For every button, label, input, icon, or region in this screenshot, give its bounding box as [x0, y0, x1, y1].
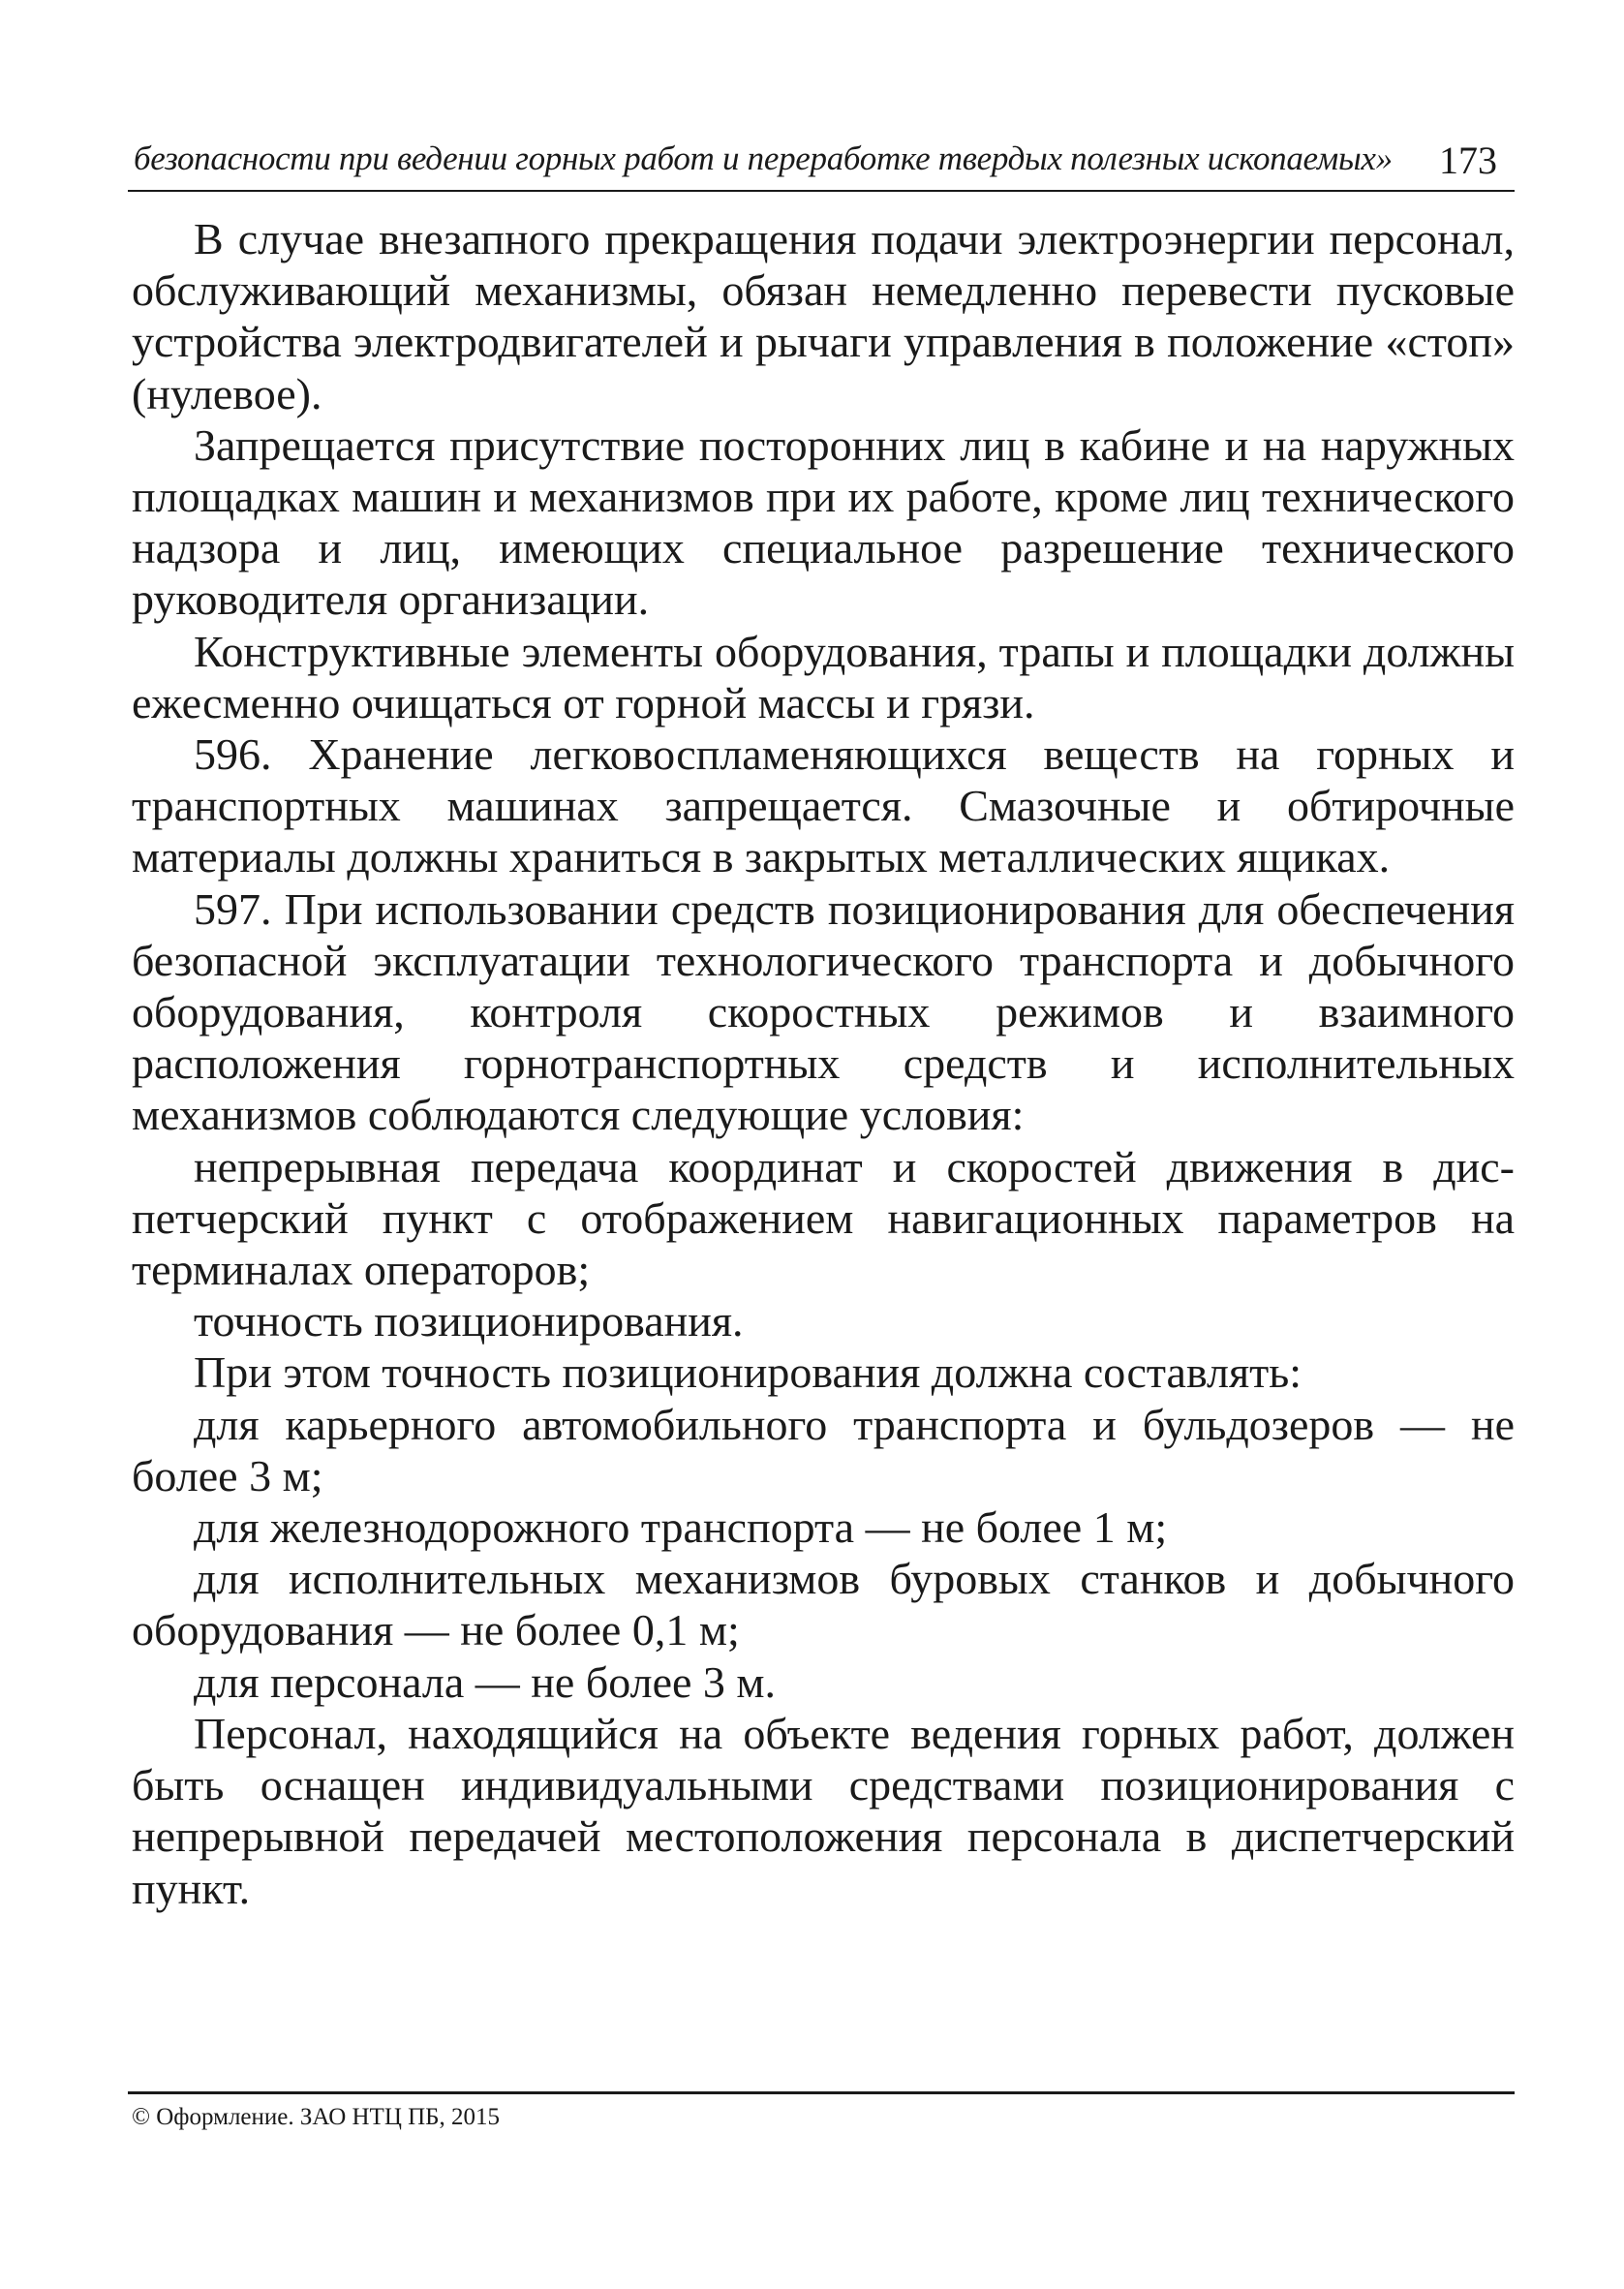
paragraph-power-outage: В случае внезапного прекращения подачи электроэнергии персонал, обслуживающий механизмы, обязан немедленно перевести пусковые устройства электродвигателей и рычаги управления в положение «стоп» (нулевое). [132, 214, 1515, 418]
page-number: 173 [1439, 139, 1497, 182]
paragraph-unauthorized-persons: Запрещается присутствие посторонних лиц в кабине и на наружных площадках машин и механизмов при их работе, кроме лиц технического надзора и лиц, имеющих специальное разрешение технического руководителя организации. [132, 419, 1515, 625]
accuracy-item-trucks: для карьерного автомобильного транспорта и бульдозеров — не более 3 м; [132, 1399, 1515, 1500]
paragraph-597: 597. При использовании средств позиционирования для обеспечения безопасной эксплуатации технологического транспорта и добычного оборудования, контроля скоростных режимов и взаимного расположения горнотранспортных средств и исполнительных механизмов соблюдаются следующие условия: [132, 883, 1515, 1140]
accuracy-item-railway: для железнодорожного транспорта — не более 1 м; [194, 1502, 1168, 1553]
condition-continuous-transmission: непрерывная передача координат и скоростей движения в диспетчерский пункт с отображением навигационных параметров на терминалах операторов; [132, 1141, 1515, 1295]
footer-divider [128, 2091, 1515, 2094]
paragraph-personnel-equipment: Персонал, находящийся на объекте ведения горных работ, должен быть оснащен индивидуальными средствами позиционирования с непрерывной передачей местоположения персонала в диспетчерский пункт. [132, 1708, 1515, 1913]
accuracy-item-personnel: для персонала — не более 3 м. [194, 1656, 777, 1707]
copyright-note: © Оформление. ЗАО НТЦ ПБ, 2015 [132, 2104, 501, 2130]
paragraph-accuracy-intro: При этом точность позиционирования должна составлять: [194, 1347, 1302, 1398]
body-text [132, 213, 1515, 1914]
paragraph-596: 596. Хранение легковоспламеняющихся веществ на горных и транспортных машинах запрещается. Смазочные и обтирочные материалы должны храниться в закрытых металлических ящиках. [132, 729, 1515, 882]
running-header [128, 130, 1515, 192]
condition-positioning-accuracy: точность позиционирования. [194, 1296, 744, 1346]
accuracy-item-drilling: для исполнительных механизмов буровых станков и добычного оборудования — не более 0,1 м; [132, 1554, 1515, 1655]
running-title: безопасности при ведении горных работ и переработке твердых полезных ископаемых» [134, 139, 1393, 177]
paragraph-equipment-cleaning: Конструктивные элементы оборудования, трапы и площадки должны ежесменно очищаться от горной массы и грязи. [132, 626, 1515, 727]
